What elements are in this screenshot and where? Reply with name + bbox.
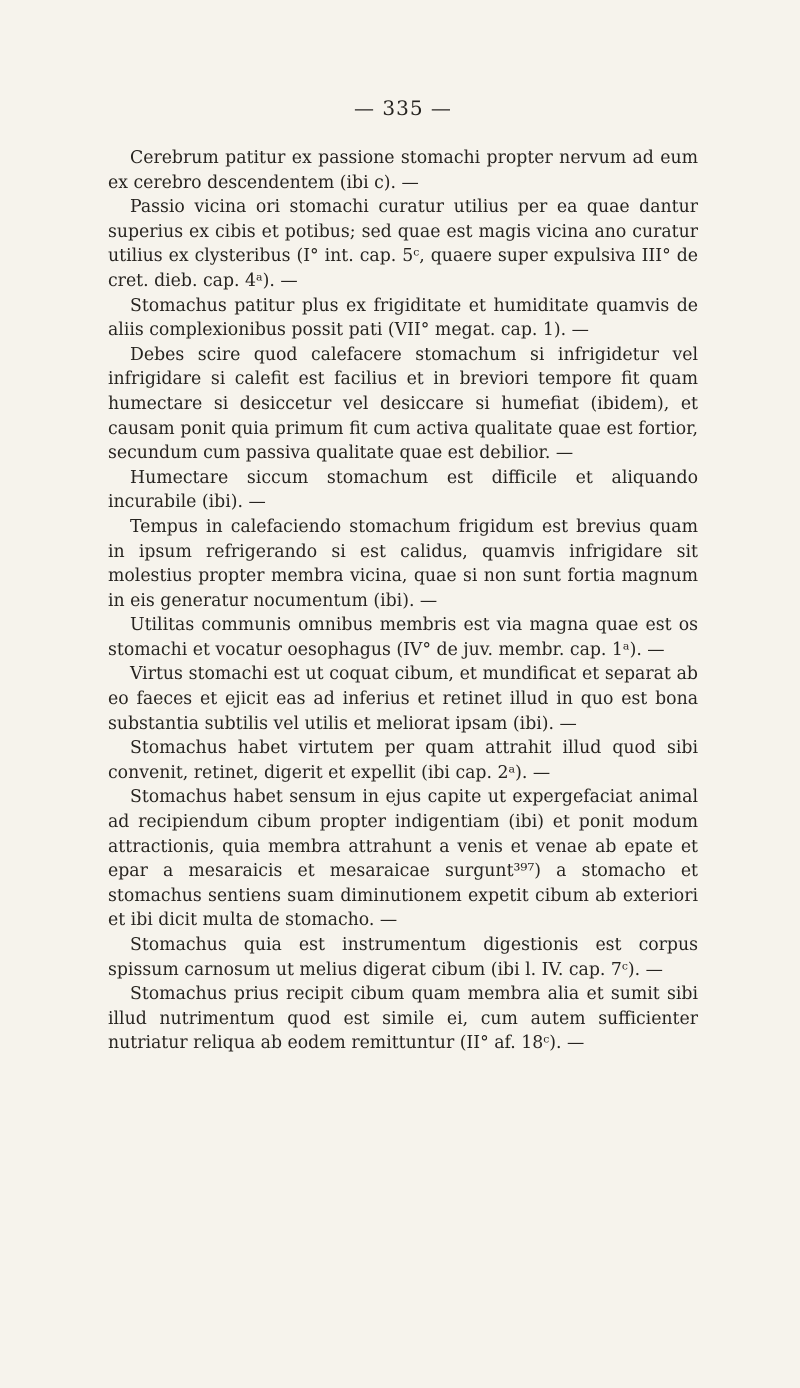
paragraph: Virtus stomachi est ut coquat cibum, et mundificat et separat ab eo faeces et ejicit eas ad inferius et retinet illud in quo est bona substantia subtilis vel utilis et meliorat ipsam (ibi). — (108, 664, 698, 734)
page-number: — 335 — (354, 96, 452, 120)
paragraph: Stomachus prius recipit cibum quam membra alia et sumit sibi illud nutrimentum quod est simile ei, cum autem sufficienter nutriatur reliqua ab eodem remittuntur (II° af. 18ᶜ). — (108, 984, 698, 1054)
paragraph: Debes scire quod calefacere stomachum si infrigidetur vel infrigidare si calefit est facilius et in breviori tempore fit quam humectare si desiccetur vel desiccare si humefiat (ibidem), et causam ponit quia primum fit cum activa qualitate quae est fortior, secundum cum passiva qualitate quae est debilior. — (108, 344, 698, 464)
book-page (108, 96, 698, 1056)
paragraph: Stomachus patitur plus ex frigiditate et humiditate quamvis de aliis complexionibus possit pati (VII° megat. cap. 1). — (108, 295, 698, 341)
paragraph: Tempus in calefaciendo stomachum frigidum est brevius quam in ipsum refrigerando si est calidus, quamvis infrigidare sit molestius propter membra vicina, quae si non sunt fortia magnum in eis generatur nocumentum (ibi). — (108, 516, 698, 611)
paragraph: Humectare siccum stomachum est difficile et aliquando incurabile (ibi). — (108, 467, 698, 513)
paragraph: Passio vicina ori stomachi curatur utilius per ea quae dantur superius ex cibis et potibus; sed quae est magis vicina ano curatur utilius ex clysteribus (I° int. cap. 5ᶜ, quaere super expulsiva III° de cret. dieb. cap. 4ᵃ). — (108, 197, 698, 291)
paragraph: Stomachus habet virtutem per quam attrahit illud quod sibi convenit, retinet, digerit et expellit (ibi cap. 2ᵃ). — (108, 738, 698, 783)
paragraph: Stomachus habet sensum in ejus capite ut expergefaciat animal ad recipiendum cibum propter indigentiam (ibi) et ponit modum attractionis, quia membra attrahunt a venis et venae ab epate et epar a mesaraicis et mesaraicae surgunt³⁹⁷) a stomacho et stomachus sentiens suam diminutionem expetit cibum ab exteriori et ibi dicit multa de stomacho. — (108, 787, 698, 931)
paragraph: Stomachus quia est instrumentum digestionis est corpus spissum carnosum ut melius digerat cibum (ibi l. IV. cap. 7ᶜ). — (108, 935, 698, 980)
body-text (108, 146, 698, 1056)
paragraph: Cerebrum patitur ex passione stomachi propter nervum ad eum ex cerebro descendentem (ibi c). — (108, 148, 698, 193)
paragraph: Utilitas communis omnibus membris est via magna quae est os stomachi et vocatur oesophagus (IV° de juv. membr. cap. 1ᵃ). — (108, 615, 698, 660)
